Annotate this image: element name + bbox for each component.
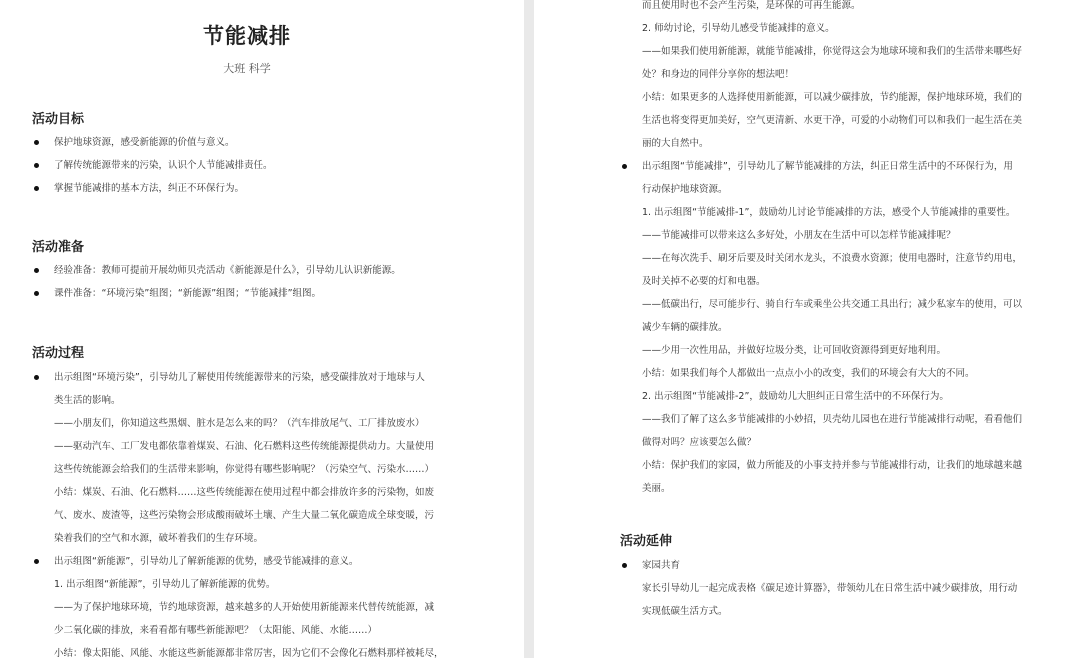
paragraph: 家长引导幼儿一起完成表格《碳足迹计算器》，带领幼儿在日常生活中减少碳排放，用行动 实现低碳生活方式。 [642,583,1018,617]
bullet-icon [34,163,39,168]
bullet-icon [622,563,627,568]
list-item: 了解传统能源带来的污染，认识个人节能减排责任。 [32,154,502,177]
paragraph: ——小朋友们，你知道这些黑烟、脏水是怎么来的吗？（汽车排放尾气、工厂排放废水） ——驱动汽车、工厂发电都依靠着煤炭、石油、化石燃料这些传统能源提供动力。大量使用 这些传统能源会给我们的生活带来影响，你觉得有哪些影响呢？（污染空气、污染水……） 小结：煤炭、石油、化石燃料……这些传统能源在使用过程中都会排放许多的污染物，如废 气、废水、废渣等，这些污染物会形成酸雨破坏土壤、产生大量二氧化碳造成全球变暖，污 染着我们的空气和水源，破坏着我们的生存环境。 [54,418,435,544]
list-item: 课件准备：“环境污染”组图；“新能源”组图；“节能减排”组图。 [32,282,502,305]
bullet-icon [622,164,627,169]
section-heading-extension: 活动延伸 [620,534,673,549]
page-divider [524,0,534,658]
goals-list [32,131,502,200]
section-heading-goals: 活动目标 [32,112,85,127]
list-item: 出示组图“新能源”，引导幼儿了解新能源的优势，感受节能减排的意义。 [32,550,512,573]
list-item: 掌握节能减排的基本方法，纠正不环保行为。 [32,177,502,200]
bullet-icon [34,268,39,273]
bullet-icon [34,186,39,191]
list-item: 出示组图“节能减排”，引导幼儿了解节能减排的方法，纠正日常生活中的不环保行为，用 行动保护地球资源。 [620,155,1060,201]
list-item: 保护地球资源，感受新能源的价值与意义。 [32,131,502,154]
section-heading-prep: 活动准备 [32,240,85,255]
paragraph: 1. 出示组图“新能源”，引导幼儿了解新能源的优势。 ——为了保护地球环境，节约地球资源，越来越多的人开始使用新能源来代替传统能源，减 少二氧化碳的排放，来看看都有哪些新能源吧？（太阳能、风能、水能……） 小结：像太阳能、风能、水能这些新能源都非常厉害，因为它们不会像化石燃料那样被耗尽， [54,579,444,658]
bullet-icon [34,140,39,145]
list-item: 经验准备：教师可提前开展幼师贝壳活动《新能源是什么》，引导幼儿认识新能源。 [32,259,502,282]
section-heading-process: 活动过程 [32,346,85,361]
document-page-right [534,0,1080,658]
list-item: 家园共育 [620,554,1060,577]
document-title: 节能减排 [203,24,291,48]
paragraph: 1. 出示组图“节能减排-1”，鼓励幼儿讨论节能减排的方法，感受个人节能减排的重要性。 ——节能减排可以带来这么多好处，小朋友在生活中可以怎样节能减排呢？ ——在每次洗手、刷牙后要及时关闭水龙头，不浪费水资源；使用电器时，注意节约用电， 及时关掉不必要的灯和电器。 ——低碳出行，尽可能步行、骑自行车或乘坐公共交通工具出行；减少私家车的使用，可以 减少车辆的碳排放。 ——少用一次性用品，并做好垃圾分类，让可回收资源得到更好地利用。 小结：如果我们每个人都做出一点点小小的改变，我们的环境会有大大的不同。 2. 出示组图“节能减排-2”，鼓励幼儿大胆纠正日常生活中的不环保行为。 ——我们了解了这么多节能减排的小妙招，贝壳幼儿园也在进行节能减排行动呢，看看他们 做得对吗？应该要怎么做？ 小结：保护我们的家园，做力所能及的小事支持并参与节能减排行动，让我们的地球越来越 美丽。 [642,207,1023,494]
bullet-icon [34,559,39,564]
list-item: 出示组图“环境污染”，引导幼儿了解使用传统能源带来的污染，感受碳排放对于地球与人 类生活的影响。 [32,366,512,412]
process-continued-block [620,0,1060,500]
paragraph: 而且使用时也不会产生污染，是环保的可再生能源。 2. 师幼讨论，引导幼儿感受节能减排的意义。 ——如果我们使用新能源，就能节能减排，你觉得这会为地球环境和我们的生活带来哪些好 处？和身边的同伴分享你的想法吧！ 小结：如果更多的人选择使用新能源，可以减少碳排放，节约能源，保护地球环境，我们的 生活也将变得更加美好，空气更清新、水更干净，可爱的小动物们可以和我们一起生活在美 丽的大自然中。 [642,0,1023,149]
bullet-icon [34,291,39,296]
bullet-icon [34,375,39,380]
prep-list [32,259,502,305]
document-subtitle: 大班 科学 [223,62,271,75]
extension-block [620,554,1060,623]
document-page-left [0,0,524,658]
process-block [32,366,512,658]
